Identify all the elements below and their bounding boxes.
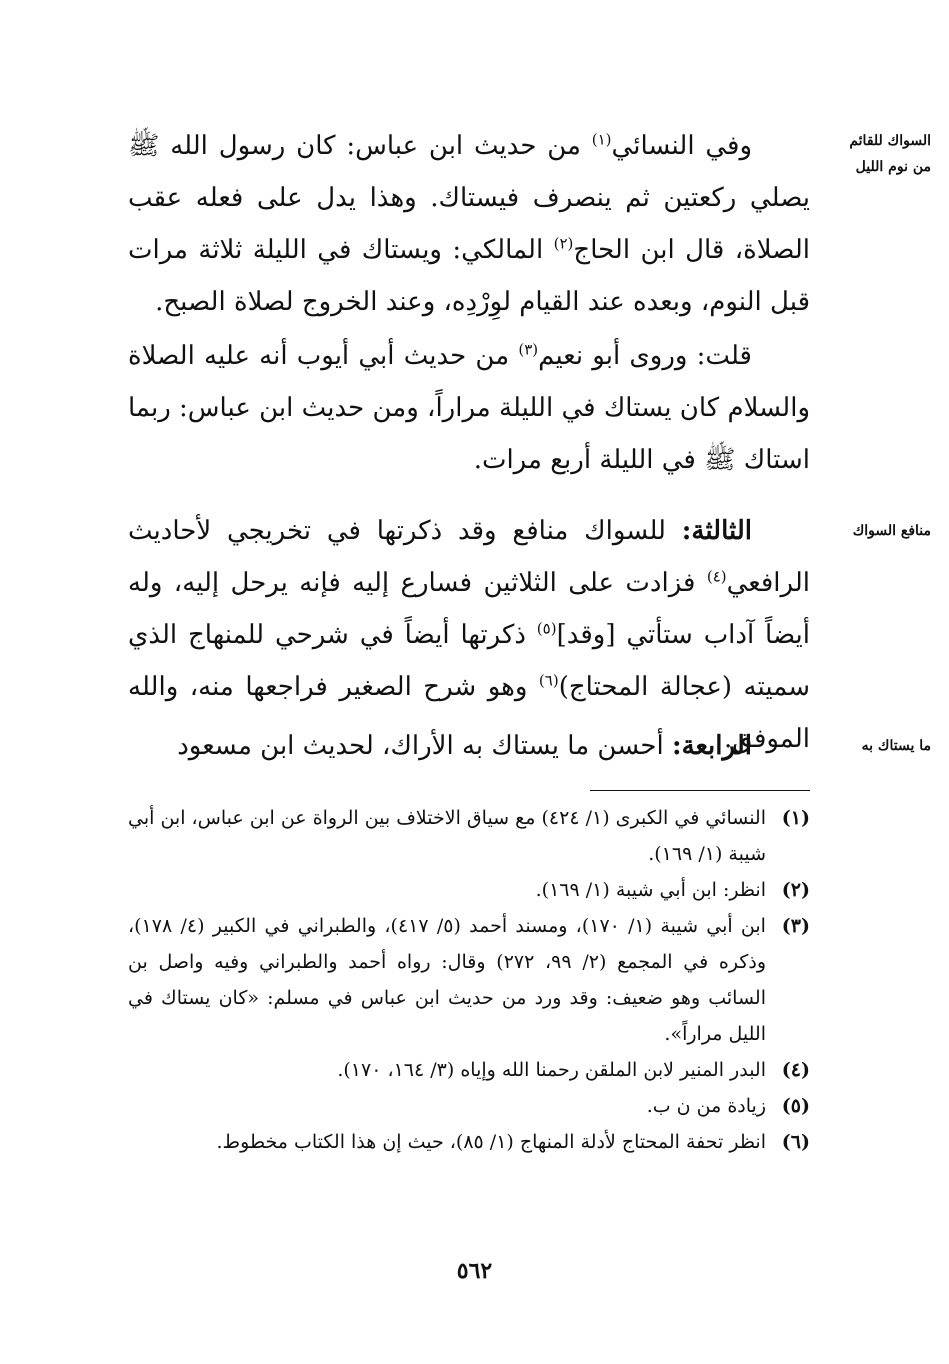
footnote-marker: (٢) <box>553 234 574 253</box>
footnote-number: (١) <box>781 807 810 829</box>
paragraph-text: فزادت على الثلاثين فسارع إليه فإنه يرحل إليه، وله أيضاً آداب ستأتي [وقد] <box>128 568 810 650</box>
paragraph-text: ذكرتها أيضاً في شرحي للمنهاج الذي سميته (عجالة المحتاج) <box>128 620 811 702</box>
footnote-1 <box>128 800 810 872</box>
paragraph-text: المالكي: ويستاك في الليلة ثلاثة مرات قبل النوم، وبعده عند القيام لوِرْدِه، وعند الخروج لصلاة الصبح. <box>128 235 810 317</box>
margin-note-benefits: منافع السواك <box>852 523 931 539</box>
footnote-marker: (٣) <box>518 340 539 359</box>
footnote-5 <box>128 1088 810 1124</box>
footnote-separator <box>590 790 810 791</box>
footnote-text: ابن أبي شيبة (١/ ١٧٠)، ومسند أحمد (٥/ ٤١٧)، والطبراني في الكبير (٤/ ١٧٨)، وذكره في المجمع (٢/ ٩٩، ٢٧٢) وقال: رواه أحمد والطبراني وفيه واصل بن السائب وهو ضعيف: وقد ورد من حديث ابن عباس في مسلم: «كان يستاك في الليل مراراً». <box>128 915 766 1045</box>
paragraph-text: للسواك منافع وقد ذكرتها في تخريجي لأحاديث الرافعي <box>128 516 810 598</box>
paragraph-text: قلت: وروى أبو نعيم <box>538 341 752 371</box>
footnote-number: (٣) <box>781 915 810 937</box>
footnote-number: (٦) <box>781 1131 810 1153</box>
paragraph-lead-word: الثالثة: <box>681 516 752 546</box>
footnote-number: (٢) <box>781 879 810 901</box>
footnote-number: (٤) <box>781 1059 810 1081</box>
footnote-3 <box>128 908 810 1052</box>
paragraph-text: من حديث ابن عباس: كان رسول الله ﷺ يصلي ركعتين ثم ينصرف فيستاك. وهذا يدل على فعله عقب الصلاة، قال ابن الحاج <box>128 131 810 265</box>
paragraph-text: وهو شرح الصغير فراجعها منه، والله الموفق. <box>128 672 810 754</box>
footnote-6 <box>128 1124 810 1160</box>
footnote-text: انظر: ابن أبي شيبة (١/ ١٦٩). <box>535 879 766 901</box>
paragraph-4 <box>128 720 810 772</box>
footnote-2 <box>128 872 810 908</box>
footnote-text: زيادة من ن ب. <box>646 1095 766 1117</box>
footnote-text: النسائي في الكبرى (١/ ٤٢٤) مع سياق الاختلاف بين الرواة عن ابن عباس، ابن أبي شيبة (١/ ١٦٩). <box>128 807 766 865</box>
footnote-text: انظر تحفة المحتاج لأدلة المنهاج (١/ ٨٥)، حيث إن هذا الكتاب مخطوط. <box>216 1131 766 1153</box>
margin-note-night-siwak: السواك للقائم من نوم الليل <box>849 133 931 175</box>
paragraph-text: من حديث أبي أيوب أنه عليه الصلاة والسلام كان يستاك في الليلة مراراً، ومن حديث ابن عباس: ربما استاك ﷺ في الليلة أربع مرات. <box>128 341 810 475</box>
footnote-marker: (٥) <box>536 619 557 638</box>
page-number: ٥٦٢ <box>456 1258 493 1284</box>
margin-note-what-to-use: ما يستاك به <box>861 738 931 754</box>
footnote-text: البدر المنير لابن الملقن رحمنا الله وإياه (٣/ ١٦٤، ١٧٠). <box>337 1059 766 1081</box>
paragraph-text: أحسن ما يستاك به الأراك، لحديث ابن مسعود <box>177 731 672 761</box>
paragraph-2 <box>128 330 810 486</box>
footnote-marker: (٤) <box>706 567 727 586</box>
footnote-4 <box>128 1052 810 1088</box>
footnote-marker: (٦) <box>538 671 559 690</box>
paragraph-text: وفي النسائي <box>611 131 752 161</box>
paragraph-lead-word: الرابعة: <box>671 731 752 761</box>
footnotes <box>128 800 810 1160</box>
footnote-number: (٥) <box>781 1095 810 1117</box>
footnote-marker: (١) <box>591 130 612 149</box>
paragraph-1 <box>128 120 810 328</box>
